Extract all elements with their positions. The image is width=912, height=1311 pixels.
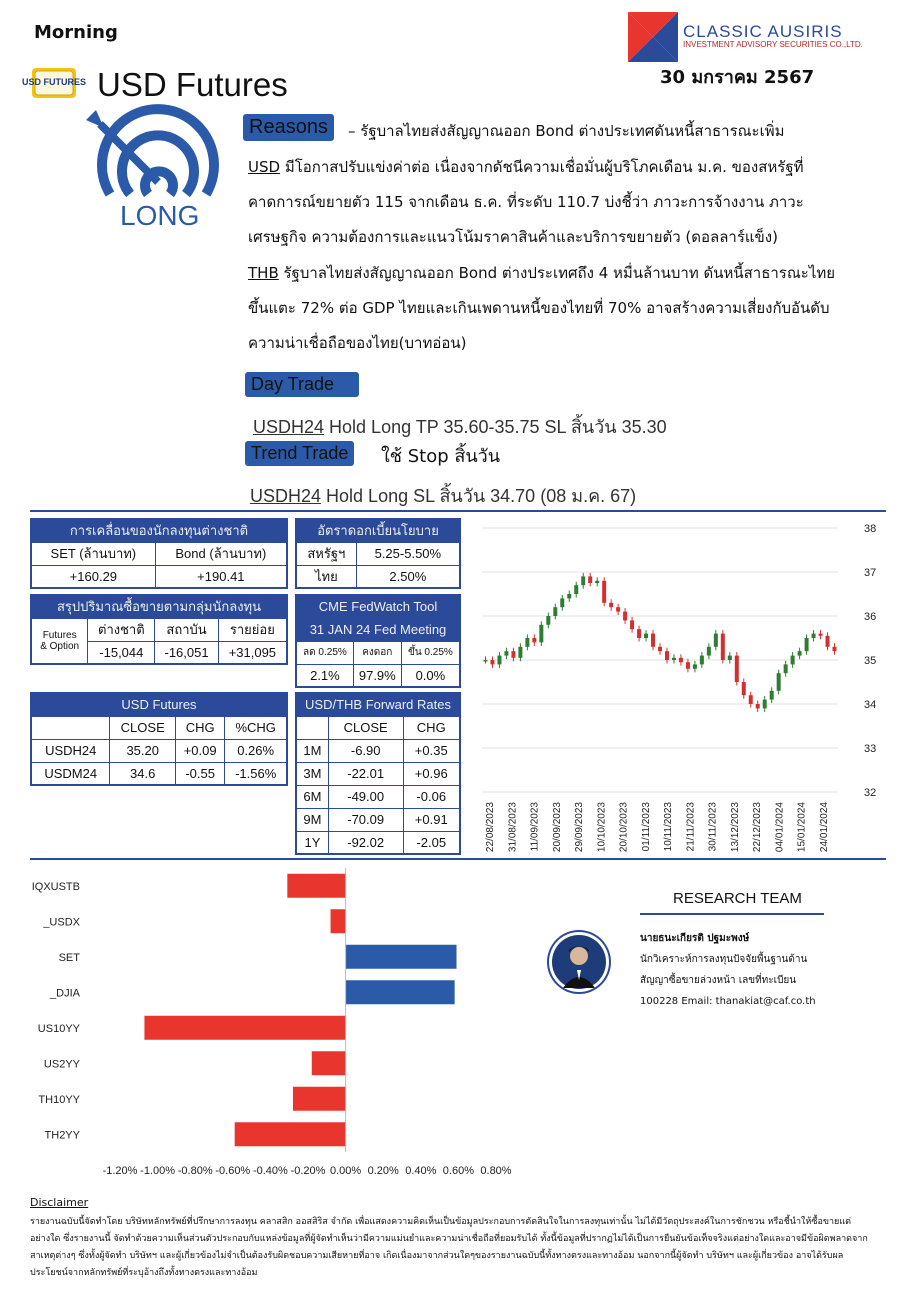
candle-body — [511, 651, 515, 658]
usd-reason-1 — [248, 150, 888, 184]
candle-body — [826, 636, 830, 647]
candle-body — [665, 651, 669, 660]
usd-futures-cell: -1.56% — [225, 762, 287, 785]
candle-body — [644, 634, 648, 638]
usd-futures-cell: 0.26% — [225, 739, 287, 762]
candle-body — [833, 647, 837, 651]
table-row — [31, 739, 287, 762]
investor-v2: -16,051 — [155, 641, 218, 664]
usdthb-candlestick-chart — [478, 516, 888, 861]
forward-rates-table — [295, 692, 461, 855]
fedwatch-v3: 0.0% — [401, 664, 460, 687]
thb-reason-1 — [248, 256, 898, 290]
x-tick-label: 10/10/2023 — [596, 802, 608, 853]
candle-body — [581, 576, 585, 585]
usd-futures-cell: +0.09 — [176, 739, 225, 762]
forward-cell: -22.01 — [328, 762, 403, 785]
forward-cell: +0.91 — [403, 808, 460, 831]
x-tick-label: 31/08/2023 — [507, 802, 519, 853]
candle-body — [560, 598, 564, 607]
bar — [293, 1087, 346, 1111]
candle-body — [553, 607, 557, 616]
x-tick-label: 0.80% — [480, 1165, 512, 1177]
y-tick-label: 35 — [864, 655, 877, 667]
candle-body — [532, 638, 536, 642]
candle-body — [791, 656, 795, 665]
logo-name: CLASSIC AUSIRIS — [683, 22, 843, 41]
usd-futures-header: CLOSE — [110, 716, 176, 739]
forward-cell: 6M — [296, 785, 328, 808]
candle-body — [700, 656, 704, 665]
investor-row-label — [31, 618, 88, 664]
analyst-name: นายธนะเกียรติ ปฐมะพงษ์ — [640, 933, 750, 944]
y-tick-label: 32 — [864, 787, 877, 799]
x-tick-label: 0.00% — [329, 1165, 362, 1177]
candle-body — [609, 603, 613, 607]
forward-cell: 1Y — [296, 831, 328, 854]
category-label: _USDX — [43, 916, 80, 929]
candle-body — [679, 658, 683, 662]
forward-cell: 1M — [296, 739, 328, 762]
target-icon — [82, 106, 214, 200]
candle-body — [721, 634, 725, 660]
investor-h2: สถาบัน — [155, 618, 218, 641]
candle-body — [763, 700, 767, 709]
candle-body — [546, 616, 550, 625]
candle-body — [812, 634, 816, 638]
category-label: US10YY — [37, 1022, 80, 1035]
candle-body — [777, 673, 781, 691]
x-tick-label: 30/11/2023 — [707, 802, 719, 852]
table-row — [296, 785, 460, 808]
candle-body — [504, 651, 508, 655]
trend-trade-extra: ใช้ Stop สิ้นวัน — [381, 446, 501, 467]
candle-body — [539, 625, 543, 643]
policy-rate-r2-value: 2.50% — [356, 565, 460, 588]
policy-rate-r2-label: ไทย — [296, 565, 356, 588]
forward-header: CHG — [403, 716, 460, 739]
bar — [287, 874, 345, 898]
badge-text: USD FUTURES — [21, 77, 87, 87]
day-trade-symbol: USDH24 — [253, 417, 325, 437]
logo-subtitle: INVESTMENT ADVISORY SECURITIES CO.,LTD. — [683, 40, 863, 49]
fedwatch-h3: ขึ้น 0.25% — [401, 641, 460, 664]
usd-futures-header: CHG — [176, 716, 225, 739]
candle-body — [735, 656, 739, 682]
x-tick-label: -0.20% — [290, 1165, 326, 1177]
usd-reason-3: เศรษฐกิจ ความต้องการและแนวโน้มราคาสินค้าและบริการขยายตัว (ดอลลาร์แข็ง) — [248, 228, 778, 246]
day-trade-text: Hold Long TP 35.60-35.75 SL สิ้นวัน 35.30 — [324, 417, 667, 437]
usd-futures-cell: 35.20 — [110, 739, 176, 762]
candle-body — [686, 662, 690, 669]
category-label: TH10YY — [38, 1093, 80, 1106]
bar — [144, 1016, 345, 1040]
trend-trade-text: Hold Long SL สิ้นวัน 34.70 (08 ม.ค. 67) — [321, 486, 637, 506]
candle-body — [567, 594, 571, 598]
x-tick-label: 10/11/2023 — [663, 802, 675, 852]
investor-v3: +31,095 — [218, 641, 287, 664]
x-tick-label: -1.00% — [140, 1165, 176, 1177]
candle-body — [756, 704, 760, 708]
report-date: 30 มกราคม 2567 — [660, 67, 815, 88]
x-tick-label: 20/10/2023 — [618, 802, 630, 853]
position-label: LONG — [120, 200, 200, 231]
usd-futures-cell: USDM24 — [31, 762, 110, 785]
table-row — [31, 762, 287, 785]
usd-futures-header: %CHG — [225, 716, 287, 739]
y-tick-label: 36 — [864, 611, 877, 623]
research-title: RESEARCH TEAM — [673, 890, 802, 907]
thb-label: THB — [248, 264, 279, 282]
foreign-flow-table — [30, 518, 288, 589]
table-row — [296, 808, 460, 831]
foreign-flow-v2: +190.41 — [155, 565, 287, 588]
usd-futures-cell: 34.6 — [110, 762, 176, 785]
policy-rate-r1-value: 5.25-5.50% — [356, 542, 460, 565]
x-tick-label: -0.80% — [177, 1165, 213, 1177]
candle-body — [658, 647, 662, 651]
x-tick-label: 04/01/2024 — [774, 802, 786, 853]
usd-futures-table — [30, 692, 288, 786]
investor-row-label-2: & Option — [40, 640, 80, 652]
usd-futures-title: USD Futures — [31, 693, 287, 716]
forward-header — [296, 716, 328, 739]
x-tick-label: -0.40% — [252, 1165, 288, 1177]
divider-top — [30, 510, 886, 512]
bar — [235, 1122, 346, 1146]
candle-body — [749, 695, 753, 704]
thb-reason-3: ความน่าเชื่อถือของไทย(บาทอ่อน) — [248, 334, 467, 352]
x-tick-label: 24/01/2024 — [818, 802, 830, 853]
y-tick-label: 37 — [864, 567, 877, 579]
analyst-info — [640, 928, 816, 1012]
candle-body — [616, 607, 620, 611]
fedwatch-v1: 2.1% — [296, 664, 353, 687]
candle-body — [784, 664, 788, 673]
candle-body — [623, 612, 627, 621]
avatar — [547, 930, 611, 994]
forward-cell: +0.96 — [403, 762, 460, 785]
forward-cell: -70.09 — [328, 808, 403, 831]
x-tick-label: 22/08/2023 — [485, 802, 497, 853]
category-label: SET — [58, 951, 80, 964]
x-tick-label: 0.40% — [405, 1165, 437, 1177]
bar — [312, 1051, 346, 1075]
research-underline — [640, 913, 824, 915]
candle-body — [574, 585, 578, 594]
trend-trade-symbol: USDH24 — [250, 486, 322, 506]
policy-rate-r1-label: สหรัฐฯ — [296, 542, 356, 565]
usd-label: USD — [248, 158, 281, 176]
x-tick-label: 22/12/2023 — [752, 802, 764, 853]
analyst-contact: 100228 Email: thanakiat@caf.co.th — [640, 996, 816, 1007]
candle-body — [525, 638, 529, 647]
forward-cell: -2.05 — [403, 831, 460, 854]
candle-body — [602, 581, 606, 603]
fedwatch-table — [295, 594, 461, 688]
investor-row-label-1: Futures — [42, 629, 77, 641]
x-tick-label: 0.60% — [442, 1165, 475, 1177]
forward-cell: 9M — [296, 808, 328, 831]
candle-body — [518, 647, 522, 658]
investor-summary-title: สรุปปริมาณซื้อขายตามกลุ่มนักลงทุน — [31, 595, 287, 618]
candle-body — [728, 656, 732, 660]
candle-body — [588, 576, 592, 583]
day-trade-line — [253, 412, 667, 441]
candle-body — [490, 660, 494, 664]
forward-cell: 3M — [296, 762, 328, 785]
fedwatch-title: CME FedWatch Tool — [296, 595, 460, 618]
day-trade-tag: Day Trade — [245, 372, 359, 397]
category-label: IQXUSTB — [31, 880, 80, 893]
candle-body — [819, 634, 823, 636]
candle-body — [630, 620, 634, 629]
x-tick-label: 13/12/2023 — [729, 802, 741, 853]
trend-trade-tag: Trend Trade — [245, 441, 354, 466]
fedwatch-h1: ลด 0.25% — [296, 641, 353, 664]
candle-body — [693, 664, 697, 668]
candle-body — [805, 638, 809, 651]
candle-body — [497, 656, 501, 665]
foreign-flow-title: การเคลื่อนของนักลงทุนต่างชาติ — [31, 519, 287, 542]
x-tick-label: 01/11/2023 — [640, 802, 652, 852]
candle-body — [742, 682, 746, 695]
foreign-flow-h1: SET (ล้านบาท) — [31, 542, 155, 565]
candle-body — [637, 629, 641, 638]
x-tick-label: -0.60% — [215, 1165, 251, 1177]
forward-cell: -6.90 — [328, 739, 403, 762]
x-tick-label: 11/09/2023 — [529, 802, 541, 852]
x-tick-label: 0.20% — [367, 1165, 399, 1177]
forward-cell: -49.00 — [328, 785, 403, 808]
table-row — [296, 762, 460, 785]
page-title: USD Futures — [97, 66, 288, 103]
x-tick-label: 29/09/2023 — [574, 802, 586, 853]
usd-futures-header — [31, 716, 110, 739]
candle-body — [483, 660, 487, 662]
fedwatch-subtitle: 31 JAN 24 Fed Meeting — [296, 618, 460, 641]
forward-cell: -92.02 — [328, 831, 403, 854]
fedwatch-v2: 97.9% — [353, 664, 401, 687]
thb-reason-2: ขึ้นแตะ 72% ต่อ GDP ไทยและเกินเพดานหนี้ของไทยที่ 70% อาจสร้างความเสี่ยงกับอันดับ — [248, 299, 830, 317]
candle-body — [651, 634, 655, 647]
policy-rate-title: อัตราดอกเบี้ยนโยบาย — [296, 519, 460, 542]
disclaimer-title: Disclaimer — [30, 1196, 89, 1209]
forward-header: CLOSE — [328, 716, 403, 739]
session-label: Morning — [34, 22, 118, 43]
bar — [346, 945, 457, 969]
candle-body — [798, 651, 802, 655]
trend-trade-line — [250, 481, 636, 510]
divider-middle — [30, 858, 886, 860]
forward-cell: +0.35 — [403, 739, 460, 762]
foreign-flow-h2: Bond (ล้านบาท) — [155, 542, 287, 565]
thb-text-1: รัฐบาลไทยส่งสัญญาณออก Bond ต่างประเทศถึง 4 หมื่นล้านบาท ดันหนี้สาธารณะไทย — [278, 264, 836, 282]
usd-futures-cell: USDH24 — [31, 739, 110, 762]
candle-body — [707, 647, 711, 656]
candle-body — [595, 581, 599, 583]
category-label: TH2YY — [44, 1129, 80, 1142]
policy-rate-table — [295, 518, 461, 589]
usd-text-1: มีโอกาสปรับแข่งค่าต่อ เนื่องจากดัชนีความเชื่อมั่นผู้บริโภคเดือน ม.ค. ของสหรัฐที่ — [280, 158, 804, 176]
table-row — [296, 831, 460, 854]
x-tick-label: 15/01/2024 — [796, 802, 808, 853]
foreign-flow-v1: +160.29 — [31, 565, 155, 588]
investor-h1: ต่างชาติ — [88, 618, 155, 641]
usd-reason-2: คาดการณ์ขยายตัว 115 จากเดือน ธ.ค. ที่ระดับ 110.7 บ่งชี้ว่า ภาวะการจ้างงาน ภาวะ — [248, 193, 804, 211]
forward-cell: -0.06 — [403, 785, 460, 808]
forward-rates-title: USD/THB Forward Rates — [296, 693, 460, 716]
y-tick-label: 34 — [864, 699, 877, 711]
category-label: _DJIA — [50, 987, 80, 1000]
candle-body — [672, 658, 676, 660]
usd-futures-badge-icon — [21, 68, 87, 98]
bar — [331, 909, 346, 933]
reasons-lead: – รัฐบาลไทยส่งสัญญาณออก Bond ต่างประเทศดันหนี้สาธารณะเพิ่ม — [348, 122, 785, 140]
y-tick-label: 38 — [864, 523, 877, 535]
market-change-bar-chart — [30, 868, 512, 1178]
disclaimer-text: รายงานฉบับนี้จัดทำโดย บริษัทหลักทรัพย์ที่ปรึกษาการลงทุน คลาสสิก ออสสิริส จำกัด เพื่อแสดงความคิดเห็นเป็นข้อมูลประกอบการตัดสินใจในการลงทุนเท่านั้น ไม่ได้มีวัตถุประสงค์ในการชักชวน หรือชี้นำให้ซื้อขายแต่อย่างใด ซึ่งรายงานนี้ จัดทำด้วยความเห็นส่วนตัวประกอบกับแหล่งข้อมูลที่ผู้จัดทำเห็นว่ามีความแม่นยำและความน่าเชื่อถือที่ยอมรับได้ ทั้งนี้ข้อมูลที่ปรากฏไม่ได้เป็นการยืนยันข้อเท็จจริงแต่อย่างใดและอาจมีข้อผิดพลาดจากสาเหตุต่างๆ ซึ่งทั้งผู้จัดทำ บริษัทฯ และผู้เกี่ยวข้องไม่จำเป็นต้องรับผิดชอบความเสียหายที่อาจ เกิดเนื่องมาจากส่วนใดๆของรายงานฉบับนี้ทั้งทางตรงและทางอ้อม นอกจากนี้ผู้จัดทำ บริษัทฯ และผู้เกี่ยวข้อง อาจได้รับผลประโยชน์จากหลักทรัพย์ที่ระบุอ้างถึงทั้งทางตรงและทางอ้อม — [30, 1217, 868, 1278]
category-label: US2YY — [43, 1058, 80, 1071]
table-row — [296, 739, 460, 762]
y-tick-label: 33 — [864, 743, 877, 755]
analyst-role-2: สัญญาซื้อขายล่วงหน้า เลขที่ทะเบียน — [640, 975, 797, 986]
usd-futures-cell: -0.55 — [176, 762, 225, 785]
x-tick-label: 21/11/2023 — [685, 802, 697, 852]
investor-v1: -15,044 — [88, 641, 155, 664]
bar — [346, 980, 455, 1004]
x-tick-label: -1.20% — [102, 1165, 138, 1177]
fedwatch-h2: คงดอก — [353, 641, 401, 664]
x-tick-label: 20/09/2023 — [551, 802, 563, 853]
candle-body — [714, 634, 718, 647]
investor-h3: รายย่อย — [218, 618, 287, 641]
analyst-role: นักวิเคราะห์การลงทุนปัจจัยพื้นฐานด้าน — [640, 954, 808, 965]
candle-body — [770, 691, 774, 700]
reasons-tag: Reasons — [243, 114, 334, 141]
investor-summary-table — [30, 594, 288, 665]
